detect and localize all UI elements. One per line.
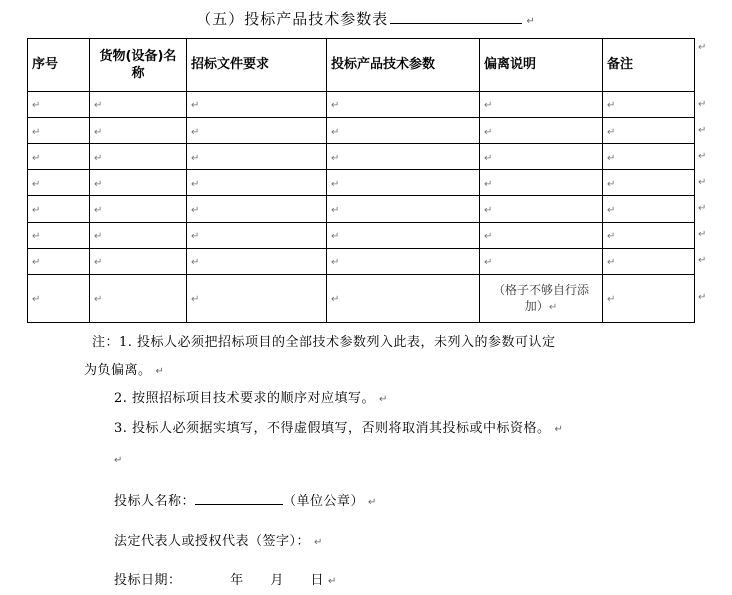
table-row	[28, 118, 695, 144]
tech-params-table	[27, 38, 695, 323]
table-cell[interactable]: ↵	[187, 222, 327, 248]
table-cell[interactable]: （格子不够自行添加）↵	[480, 274, 603, 322]
header-bid-parameters: 投标产品技术参数	[327, 39, 480, 92]
row-end-mark: ↵	[698, 203, 707, 214]
table-cell[interactable]: ↵	[187, 144, 327, 170]
header-deviation: 偏离说明	[480, 39, 603, 92]
table-cell[interactable]: ↵	[90, 222, 187, 248]
table-cell[interactable]: ↵	[28, 196, 90, 222]
table-cell[interactable]: ↵	[28, 118, 90, 144]
note-2: 2. 按照招标项目技术要求的顺序对应填写。 ↵	[114, 391, 388, 406]
note-1-line-1: 注：1. 投标人必须把招标项目的全部技术参数列入此表，未列入的参数可认定	[92, 335, 556, 350]
table-cell[interactable]: ↵	[480, 248, 603, 274]
table-cell[interactable]: ↵	[28, 92, 90, 118]
bid-date-label: 投标日期：	[114, 573, 182, 588]
note-1-line-2: 为负偏离。 ↵	[84, 363, 165, 378]
header-goods-name: 货物(设备)名称	[90, 39, 187, 92]
table-cell[interactable]: ↵	[327, 222, 480, 248]
table-cell[interactable]: ↵	[603, 118, 695, 144]
table-cell[interactable]: ↵	[187, 274, 327, 322]
table-cell[interactable]: ↵	[187, 248, 327, 274]
table-cell[interactable]: ↵	[327, 196, 480, 222]
table-row	[28, 274, 695, 322]
table-cell[interactable]: ↵	[327, 248, 480, 274]
table-cell[interactable]: ↵	[480, 144, 603, 170]
table-cell[interactable]: ↵	[327, 170, 480, 196]
table-cell[interactable]: ↵	[603, 274, 695, 322]
table-cell[interactable]: ↵	[603, 248, 695, 274]
table-cell[interactable]: ↵	[90, 170, 187, 196]
table-cell[interactable]: ↵	[327, 144, 480, 170]
table-cell[interactable]: ↵	[187, 170, 327, 196]
table-cell[interactable]: ↵	[480, 92, 603, 118]
table-cell[interactable]: ↵	[90, 144, 187, 170]
table-cell[interactable]: ↵	[603, 222, 695, 248]
month-label: 月	[270, 573, 284, 588]
table-cell[interactable]: ↵	[603, 92, 695, 118]
day-label: 日	[310, 573, 324, 588]
table-cell[interactable]: ↵	[28, 222, 90, 248]
row-end-mark: ↵	[698, 99, 707, 110]
row-end-mark: ↵	[698, 151, 707, 162]
table-row	[28, 92, 695, 118]
table-cell[interactable]: ↵	[90, 118, 187, 144]
table-cell[interactable]: ↵	[480, 170, 603, 196]
table-cell[interactable]: ↵	[187, 92, 327, 118]
table-cell[interactable]: ↵	[603, 196, 695, 222]
row-end-mark: ↵	[698, 42, 707, 53]
table-cell[interactable]: ↵	[603, 144, 695, 170]
row-end-mark: ↵	[698, 292, 707, 303]
table-cell[interactable]: ↵	[187, 196, 327, 222]
table-row	[28, 222, 695, 248]
row-end-mark: ↵	[698, 125, 707, 136]
title-text: （五）投标产品技术参数表	[196, 10, 389, 28]
table-cell[interactable]: ↵	[187, 118, 327, 144]
table-cell[interactable]: ↵	[90, 196, 187, 222]
table-cell[interactable]: ↵	[90, 248, 187, 274]
legal-rep-label: 法定代表人或授权代表（签字）：	[114, 534, 311, 549]
legal-rep-line: 法定代表人或授权代表（签字）： ↵	[114, 534, 323, 549]
paragraph-mark-icon: ↵	[526, 16, 536, 27]
table-row	[28, 248, 695, 274]
table-cell[interactable]: ↵	[28, 274, 90, 322]
row-end-mark: ↵	[698, 177, 707, 188]
table-cell[interactable]: ↵	[28, 144, 90, 170]
table-row	[28, 144, 695, 170]
bidder-name-label: 投标人名称：	[114, 494, 196, 509]
table-cell[interactable]: ↵	[327, 118, 480, 144]
empty-paragraph: ↵	[114, 455, 123, 466]
bidder-seal-note: （单位公章）	[283, 494, 365, 509]
row-end-mark: ↵	[698, 229, 707, 240]
table-cell[interactable]: ↵	[90, 92, 187, 118]
page-title	[0, 8, 732, 29]
table-header-row	[28, 39, 695, 92]
table-cell[interactable]: ↵	[90, 274, 187, 322]
year-label: 年	[230, 573, 244, 588]
bidder-name-line: 投标人名称： （单位公章） ↵	[114, 490, 377, 509]
row-end-mark: ↵	[698, 255, 707, 266]
table-cell[interactable]: ↵	[327, 274, 480, 322]
add-rows-note: （格子不够自行添加）	[492, 283, 589, 314]
table-cell[interactable]: ↵	[480, 222, 603, 248]
header-seq: 序号	[28, 39, 90, 92]
table-row	[28, 196, 695, 222]
table-cell[interactable]: ↵	[480, 118, 603, 144]
table-row	[28, 170, 695, 196]
table-cell[interactable]: ↵	[480, 196, 603, 222]
table-cell[interactable]: ↵	[28, 170, 90, 196]
header-tender-requirements: 招标文件要求	[187, 39, 327, 92]
title-blank-line	[390, 11, 522, 24]
header-remarks: 备注	[603, 39, 695, 92]
bidder-name-field[interactable]	[195, 491, 283, 505]
note-3: 3. 投标人必须据实填写，不得虚假填写，否则将取消其投标或中标资格。 ↵	[114, 421, 564, 436]
table-cell[interactable]: ↵	[603, 170, 695, 196]
table-cell[interactable]: ↵	[28, 248, 90, 274]
table-cell[interactable]: ↵	[327, 92, 480, 118]
bid-date-line: 投标日期： 年 月 日 ↵	[114, 573, 337, 588]
